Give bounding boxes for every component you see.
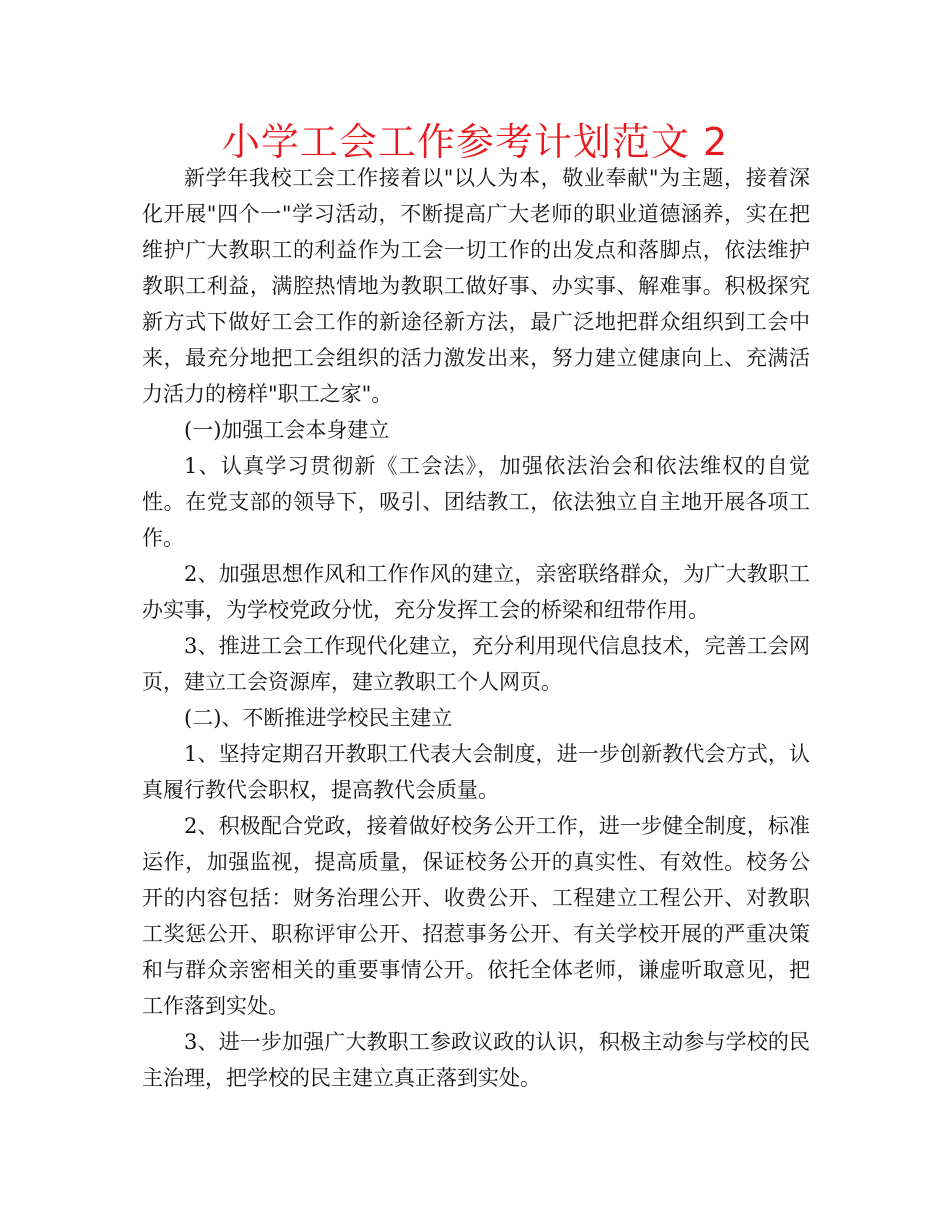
paragraph-1-2: 2、加强思想作风和工作作风的建立，亲密联络群众，为广大教职工办实事，为学校党政分忧，充分发挥工会的桥梁和纽带作用。	[142, 562, 810, 622]
section-heading-1: (一)加强工会本身建立	[184, 418, 390, 442]
paragraph-2-1: 1、坚持定期召开教职工代表大会制度，进一步创新教代会方式，认真履行教代会职权，提高教代会质量。	[142, 742, 810, 802]
paragraph-intro: 新学年我校工会工作接着以"以人为本，敬业奉献"为主题，接着深化开展"四个一"学习活动，不断提高广大老师的职业道德涵养，实在把维护广大教职工的利益作为工会一切工作的出发点和落脚点，依法维护教职工利益，满腔热情地为教职工做好事、办实事、解难事。积极探究新方式下做好工会工作的新途径新方法，最广泛地把群众组织到工会中来，最充分地把工会组织的活力激发出来，努力建立健康向上、充满活力活力的榜样"职工之家"。	[142, 166, 810, 406]
paragraph-2-3: 3、进一步加强广大教职工参政议政的认识，积极主动参与学校的民主治理，把学校的民主建立真正落到实处。	[142, 1030, 810, 1090]
paragraph-2-2: 2、积极配合党政，接着做好校务公开工作，进一步健全制度，标准运作，加强监视，提高质量，保证校务公开的真实性、有效性。校务公开的内容包括：财务治理公开、收费公开、工程建立工程公开、对教职工奖惩公开、职称评审公开、招惹事务公开、有关学校开展的严重决策和与群众亲密相关的重要事情公开。依托全体老师，谦虚听取意见，把工作落到实处。	[142, 814, 810, 1018]
paragraph-1-1: 1、认真学习贯彻新《工会法》，加强依法治会和依法维权的自觉性。在党支部的领导下，吸引、团结教工，依法独立自主地开展各项工作。	[142, 454, 810, 550]
document-title: 小学工会工作参考计划范文 2	[221, 120, 729, 164]
paragraph-1-3: 3、推进工会工作现代化建立，充分利用现代信息技术，完善工会网页，建立工会资源库，建立教职工个人网页。	[142, 634, 810, 694]
document-body	[142, 160, 810, 1096]
section-heading-2: (二)、不断推进学校民主建立	[184, 706, 453, 730]
